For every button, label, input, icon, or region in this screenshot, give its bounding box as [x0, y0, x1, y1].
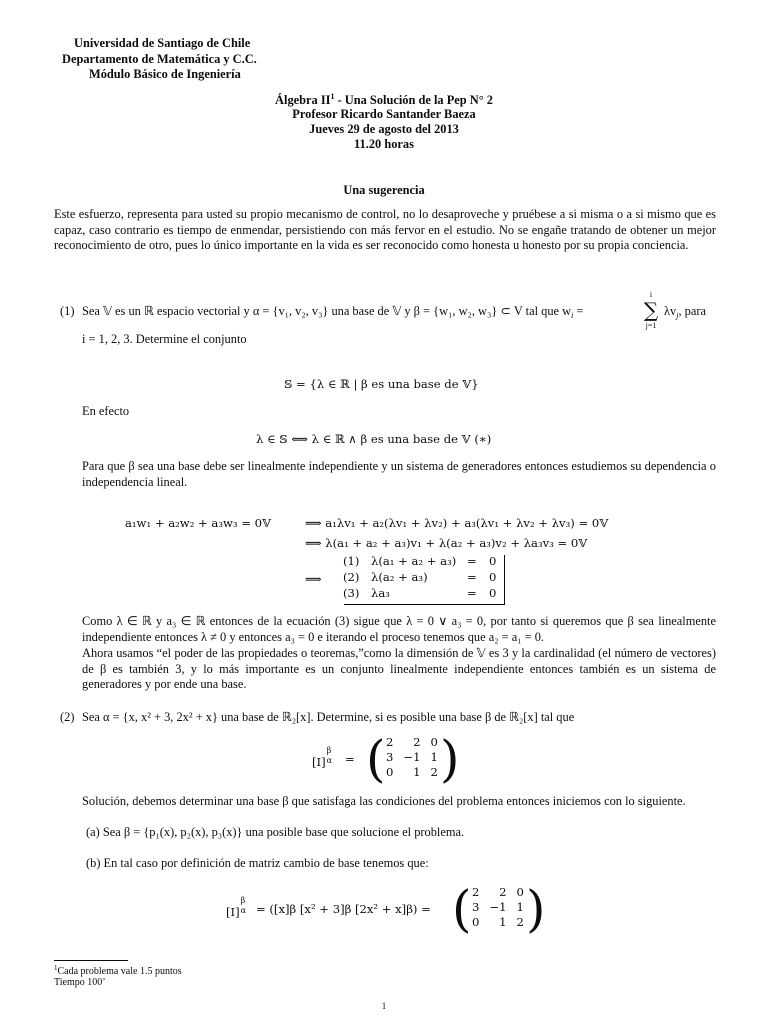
matrix1-label: [I] β α	[312, 746, 333, 769]
sum-upper: i	[649, 290, 653, 299]
sum-lower: j=1	[645, 321, 657, 330]
matrix-cell: 3	[386, 750, 394, 764]
problem1-line2: i = 1, 2, 3. Determine el conjunto	[82, 332, 247, 346]
problem2-statement: Sea α = {x, x² + 3, 2x² + x} una base de ℝ₂[x]. Determine, si es posible una base β de ℝ₂[x] tal que	[82, 710, 575, 724]
matrix-cell: 0	[516, 885, 524, 899]
suggestion-body: Este esfuerzo, representa para usted su propio mecanismo de control, no lo desaproveche y pruébese a si misma o a si mismo que es capaz, caso contrario es tiempo de enmendar, persistiendo con más fervor en el estudio. No se engañe tratando de obtener un mejor reconocimiento de otro, pues lo único importante en la vida es ser reconocido como honesta u honesto por su propia conciencia.	[54, 207, 716, 252]
problem1-statement-tail: $\lambda v_j$, para	[664, 304, 706, 320]
system-equation-expression: λ(a₁ + a₂ + a₃)	[371, 554, 457, 568]
matrix2-right-paren: )	[526, 880, 546, 938]
system-equation-value: 0	[489, 554, 497, 568]
exam-time: 11.20 horas	[354, 137, 414, 151]
system-equation-equals: =	[467, 570, 477, 584]
equation-2-rhs: ⟹ λ(a₁ + a₂ + a₃)v₁ + λ(a₂ + a₃)v₂ + λa₃v₃ = 0𝕍	[305, 536, 588, 550]
matrix-row	[467, 900, 529, 915]
matrix1-right-paren: )	[440, 730, 460, 788]
matrix1-equals: =	[345, 752, 355, 766]
system-equation-expression: λa₃	[371, 586, 390, 600]
system-implies-arrow: ⟹	[305, 572, 322, 586]
footnote-rule	[54, 960, 128, 961]
matrix-cell: 3	[472, 900, 480, 914]
problem1-statement-a: Sea 𝕍 es un ℝ espacio vectorial y α = {v₁, v₂, v₃} una base de 𝕍 y β = {w₁, w₂, w₃} ⊂ V tal que w	[82, 304, 572, 318]
part-b-text: (b) En tal caso por definición de matriz cambio de base tenemos que:	[86, 856, 429, 870]
change-of-basis-middle: = ([x]β [x² + 3]β [2x² + x]β) =	[256, 902, 431, 916]
conclusion-paragraph-1: Como λ ∈ ℝ y a₃ ∈ ℝ entonces de la ecuación (3) sigue que λ = 0 ∨ a₃ = 0, por tanto si queremos que β sea linealmente independiente entonces λ ≠ 0 y entonces a₃ = 0 e iterando el proceso tenemos que a₂ = a₁ = 0.	[82, 614, 716, 644]
page-number: 1	[381, 1001, 387, 1011]
system-equation-value: 0	[489, 586, 497, 600]
para-que-text: Para que β sea una base debe ser linealmente independiente y un sistema de generadores entonces estudiemos su dependencia o independencia lineal.	[82, 459, 716, 489]
system-equation-equals: =	[467, 586, 477, 600]
professor-name: Profesor Ricardo Santander Baeza	[292, 107, 476, 121]
matrix-cell: 0	[472, 915, 480, 929]
matrix-cell: −1	[403, 750, 421, 764]
system-equation-number: (3)	[343, 586, 360, 600]
equivalence-line: λ ∈ 𝕊 ⟺ λ ∈ ℝ ∧ β es una base de 𝕍 (∗)	[256, 432, 492, 446]
problem1-statement: Sea 𝕍 es un ℝ espacio vectorial y α = {v₁, v₂, v₃} una base de 𝕍 y β = {w₁, w₂, w₃} ⊂ V tal que $w_i$ =	[82, 304, 584, 320]
matrix-row	[467, 885, 529, 900]
matrix2-left-paren: (	[452, 880, 472, 938]
matrix-row	[381, 765, 443, 780]
system-equation-number: (1)	[343, 554, 360, 568]
matrix1	[381, 735, 443, 780]
matrix-cell: −1	[489, 900, 507, 914]
matrix-row	[467, 915, 529, 930]
sum-symbol: ∑	[643, 298, 659, 322]
footnote-line-2: Tiempo 100’	[54, 977, 106, 988]
title-footnote-mark: 1	[330, 92, 335, 101]
matrix-cell: 0	[386, 765, 394, 779]
exam-date: Jueves 29 de agosto del 2013	[309, 122, 459, 136]
matrix-cell: 0	[430, 735, 438, 749]
matrix-cell: 2	[472, 885, 480, 899]
system-equation-expression: λ(a₂ + a₃)	[371, 570, 428, 584]
module-name: Módulo Básico de Ingeniería	[89, 67, 241, 81]
title-rest: - Una Solución de la Pep N° 2	[334, 93, 493, 107]
matrix1-left-paren: (	[366, 730, 386, 788]
title-main: Álgebra II	[275, 93, 331, 107]
matrix-cell: 1	[516, 900, 524, 914]
matrix2-label: [I] β α	[226, 896, 247, 919]
set-definition: 𝕊 = {λ ∈ ℝ | β es una base de 𝕍}	[284, 377, 479, 391]
department-name: Departamento de Matemática y C.C.	[62, 52, 257, 66]
matrix-row	[381, 735, 443, 750]
matrix-cell: 2	[386, 735, 394, 749]
part-a-text: (a) Sea β = {p₁(x), p₂(x), p₃(x)} una posible base que solucione el problema.	[86, 825, 465, 839]
system-equation-equals: =	[467, 554, 477, 568]
equation-1-rhs: ⟹ a₁λv₁ + a₂(λv₁ + λv₂) + a₃(λv₁ + λv₂ + λv₃) = 0𝕍	[305, 516, 609, 530]
solution-intro: Solución, debemos determinar una base β que satisfaga las condiciones del problema entonces iniciemos con lo siguiente.	[82, 794, 686, 808]
suggestion-heading: Una sugerencia	[343, 183, 425, 197]
footnote-line-1: $^1$Cada problema vale 1.5 puntos	[54, 964, 182, 977]
matrix-cell: 2	[413, 735, 421, 749]
matrix-cell: 1	[413, 765, 421, 779]
matrix-cell: 2	[430, 765, 438, 779]
problem1-number: (1)	[60, 304, 75, 318]
system-equation-value: 0	[489, 570, 497, 584]
system-equation-number: (2)	[343, 570, 360, 584]
problem2-number: (2)	[60, 710, 75, 724]
matrix-cell: 2	[516, 915, 524, 929]
matrix-cell: 1	[499, 915, 507, 929]
matrix-cell: 2	[499, 885, 507, 899]
system-box-bracket	[344, 555, 505, 605]
matrix2	[467, 885, 529, 930]
matrix-cell: 1	[430, 750, 438, 764]
university-name: Universidad de Santiago de Chile	[74, 36, 251, 50]
equation-1-lhs: a₁w₁ + a₂w₂ + a₃w₃ = 0𝕍	[125, 516, 272, 530]
en-efecto-label: En efecto	[82, 404, 130, 418]
matrix-row	[381, 750, 443, 765]
conclusion-paragraph-2: Ahora usamos “el poder de las propiedades o teoremas,”como la dimensión de 𝕍 es 3 y la cardinalidad (el número de vectores) de β es también 3, y lo más importante es un conjunto linealmente independiente entonces también es un sistema de generadores y por ende una base.	[82, 646, 716, 691]
